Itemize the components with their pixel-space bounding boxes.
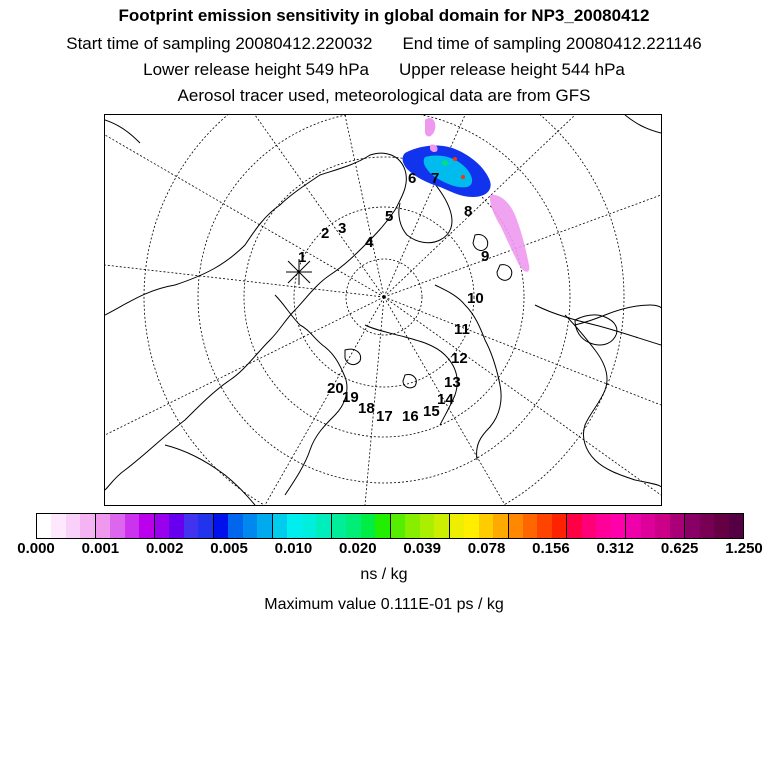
trajectory-label: 5 [385, 208, 394, 225]
end-time: End time of sampling 20080412.221146 [402, 34, 702, 53]
colorbar-cell [552, 514, 567, 538]
colorbar-cell [243, 514, 257, 538]
trajectory-label: 4 [365, 234, 374, 251]
latitude-circle [144, 115, 624, 505]
polar-map [105, 115, 661, 505]
trajectory-label: 19 [342, 389, 359, 406]
start-time: Start time of sampling 20080412.220032 [66, 34, 373, 53]
trajectory-label: 16 [402, 408, 419, 425]
colorbar-tick-label: 0.078 [467, 540, 506, 557]
release-height-line [0, 60, 768, 80]
colorbar-cell [51, 514, 65, 538]
colorbar-cell [66, 514, 80, 538]
colorbar-cell [316, 514, 331, 538]
colorbar-cell [155, 514, 169, 538]
colorbar-cell [464, 514, 478, 538]
coastline [535, 305, 661, 345]
colorbar-tick-label: 0.002 [145, 540, 184, 557]
coastline [105, 153, 406, 490]
colorbar-cell [214, 514, 228, 538]
trajectory-label: 15 [423, 403, 440, 420]
meridian-line [105, 135, 384, 297]
colorbar-tick-label: 1.250 [725, 540, 763, 557]
colorbar-cell [434, 514, 449, 538]
trajectory-label: 6 [408, 170, 417, 187]
coastline [625, 115, 661, 133]
colorbar-cell [391, 514, 405, 538]
trajectory-label: 12 [451, 350, 468, 367]
lower-release-height: Lower release height 549 hPa [143, 60, 369, 79]
colorbar-cell [509, 514, 523, 538]
colorbar-cell [37, 514, 51, 538]
colorbar-cell [405, 514, 419, 538]
plume-peak [453, 157, 457, 161]
trajectory-label: 3 [338, 220, 347, 237]
island [497, 265, 512, 281]
colorbar-cell [567, 514, 581, 538]
coastline [435, 285, 501, 460]
colorbar-cell [139, 514, 154, 538]
colorbar-cell [611, 514, 626, 538]
colorbar-tick-label: 0.312 [596, 540, 635, 557]
colorbar-cell [332, 514, 346, 538]
colorbar-tick-label: 0.001 [81, 540, 120, 557]
colorbar-cell [729, 514, 743, 538]
plot-title: Footprint emission sensitivity in global domain for NP3_20080412 [118, 6, 650, 25]
trajectory-label: 7 [431, 170, 440, 187]
trajectory-label: 10 [467, 290, 484, 307]
trajectory-label: 14 [437, 391, 454, 408]
plume-fringe [425, 118, 435, 136]
colorbar-cell [198, 514, 213, 538]
plume-fringe [490, 195, 530, 272]
colorbar-cell [626, 514, 640, 538]
colorbar-tick-label: 0.005 [210, 540, 248, 557]
colorbar-cell [493, 514, 508, 538]
colorbar-cell [287, 514, 301, 538]
colorbar-tick-label: 0.156 [532, 540, 570, 557]
colorbar-cell [685, 514, 699, 538]
colorbar-cell [96, 514, 110, 538]
island [403, 375, 416, 388]
colorbar-cell [582, 514, 596, 538]
trajectory-label: 18 [358, 400, 375, 417]
colorbar [36, 513, 744, 539]
colorbar-tick-label: 0.039 [403, 540, 441, 557]
colorbar-cell [228, 514, 242, 538]
colorbar-cell [420, 514, 434, 538]
colorbar-cell [361, 514, 375, 538]
colorbar-cell [110, 514, 124, 538]
colorbar-cell [184, 514, 198, 538]
coastline [105, 120, 140, 143]
colorbar-cell [169, 514, 183, 538]
emission-plume [403, 118, 530, 272]
colorbar-cell [125, 514, 139, 538]
colorbar-cell [80, 514, 95, 538]
colorbar-cell [596, 514, 610, 538]
maximum-value: Maximum value 0.111E-01 ps / kg [264, 596, 504, 613]
colorbar-cell [537, 514, 551, 538]
colorbar-tick-label: 0.010 [274, 540, 313, 557]
map-panel [104, 114, 662, 506]
colorbar-cell [655, 514, 669, 538]
colorbar-cell [714, 514, 728, 538]
upper-release-height: Upper release height 544 hPa [399, 60, 625, 79]
trajectory-label: 20 [327, 380, 344, 397]
trajectory-label: 8 [464, 203, 473, 220]
colorbar-cell [302, 514, 316, 538]
trajectory-label: 13 [444, 374, 461, 391]
colorbar-cell [375, 514, 390, 538]
meridian-line [384, 297, 661, 495]
trajectory-label: 11 [454, 321, 470, 338]
trajectory-labels [298, 170, 489, 425]
island [345, 349, 361, 364]
meridian-line [105, 297, 384, 435]
colorbar-tick-label: 0.000 [17, 540, 55, 557]
meridian-line [105, 265, 384, 297]
trajectory-label: 2 [321, 225, 330, 242]
coastline [165, 445, 255, 505]
colorbar-cell [700, 514, 714, 538]
plume-peak [461, 175, 465, 179]
tracer-note: Aerosol tracer used, meteorological data are from GFS [177, 86, 591, 105]
trajectory-label: 9 [481, 248, 490, 265]
colorbar-cell [641, 514, 655, 538]
colorbar-unit: ns / kg [360, 566, 408, 583]
colorbar-cell [257, 514, 272, 538]
colorbar-cell [670, 514, 685, 538]
trajectory-label: 1 [298, 249, 307, 266]
colorbar-tick-label: 0.020 [339, 540, 377, 557]
colorbar-cell [523, 514, 537, 538]
trajectory-label: 17 [376, 408, 393, 425]
colorbar-cell [450, 514, 464, 538]
colorbar-cell [479, 514, 493, 538]
colorbar-tick-label: 0.625 [660, 540, 699, 557]
meridian-line [384, 115, 465, 297]
sampling-time-line [0, 34, 768, 54]
plume-peak [442, 160, 448, 166]
meridian-line [384, 297, 661, 405]
colorbar-cell [273, 514, 287, 538]
coastline [575, 315, 617, 345]
colorbar-cell [346, 514, 360, 538]
